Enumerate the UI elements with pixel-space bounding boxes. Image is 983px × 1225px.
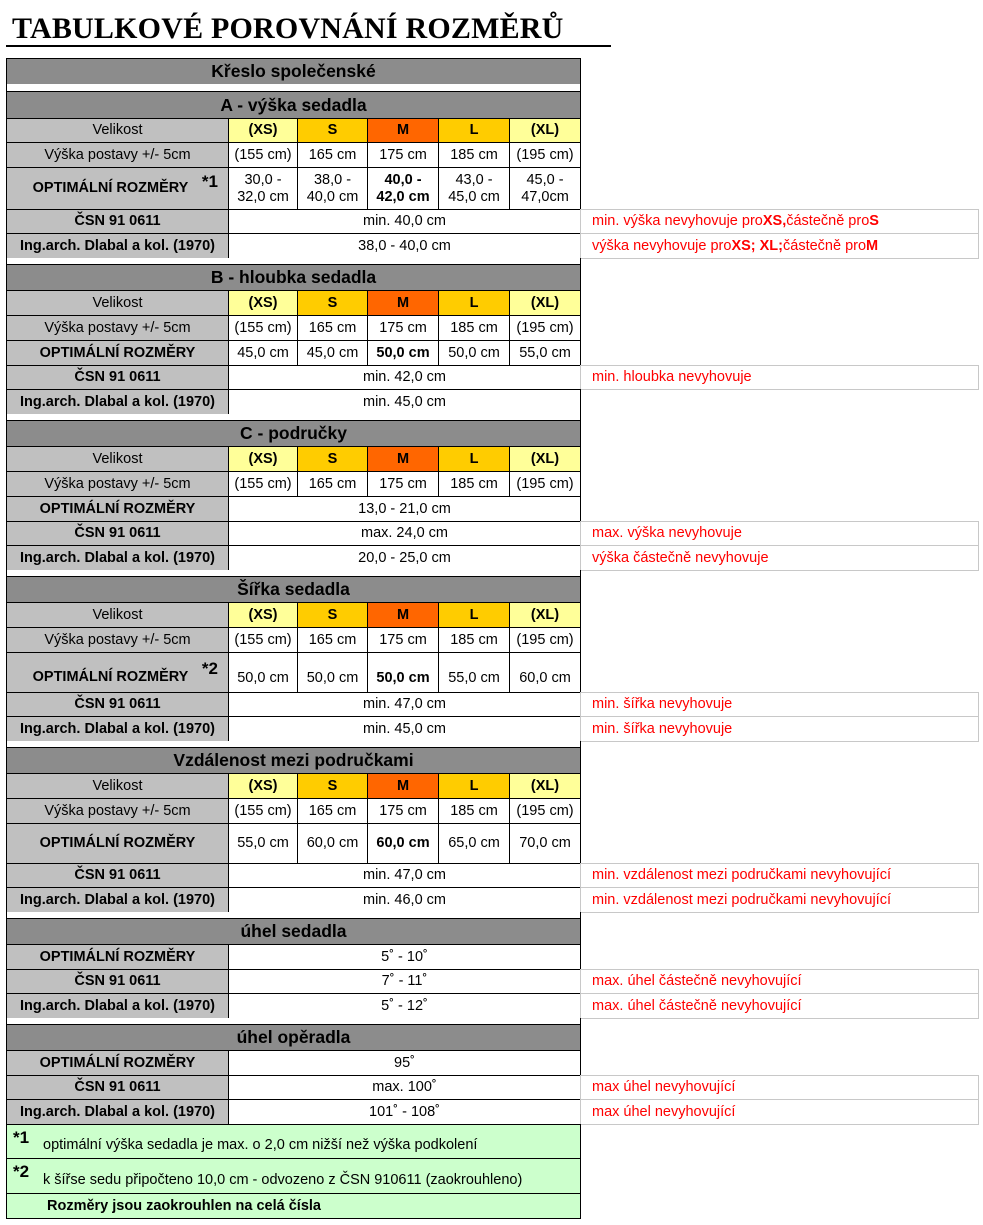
height-cell: (155 cm)	[228, 798, 298, 824]
height-cell: 165 cm	[297, 627, 368, 653]
row-label-height: Výška postavy +/- 5cm	[6, 315, 229, 341]
row-label-optimal: OPTIMÁLNÍ ROZMĚRY *2	[6, 652, 229, 693]
size-cell: S	[297, 118, 368, 143]
dlabal-value: min. 45,0 cm	[228, 389, 581, 415]
row-label-size: Velikost	[6, 118, 229, 143]
optimal-line: 40,0 cm	[306, 188, 359, 205]
size-cell: L	[438, 602, 510, 628]
footnote-text: k šířse sedu připočteno 10,0 cm - odvozeno z ČSN 910611 (zaokrouhleno)	[43, 1172, 523, 1189]
optimal-cell: 55,0 cm	[228, 823, 298, 864]
csn-value: max. 24,0 cm	[228, 521, 581, 546]
row-label-dlabal: Ing.arch. Dlabal a kol. (1970)	[6, 389, 229, 415]
main-header: Křeslo společenské	[6, 58, 581, 85]
csn-note	[580, 1075, 979, 1100]
row-label-height: Výška postavy +/- 5cm	[6, 471, 229, 497]
size-cell: S	[297, 446, 368, 472]
size-cell: M	[367, 773, 439, 799]
height-cell: 175 cm	[367, 315, 439, 341]
dlabal-value: 38,0 - 40,0 cm	[228, 233, 581, 259]
size-cell: (XS)	[228, 773, 298, 799]
optimal-cell	[228, 167, 298, 210]
size-cell: (XL)	[509, 290, 581, 316]
height-cell: (195 cm)	[509, 627, 581, 653]
size-cell: L	[438, 773, 510, 799]
optimal-value: 95˚	[228, 1050, 581, 1076]
size-cell: (XS)	[228, 118, 298, 143]
csn-value: 7˚ - 11˚	[228, 969, 581, 994]
height-cell: 185 cm	[438, 798, 510, 824]
dlabal-note	[580, 233, 979, 259]
optimal-line: 47,0cm	[521, 188, 569, 205]
dlabal-value: 5˚ - 12˚	[228, 993, 581, 1019]
height-cell: (195 cm)	[509, 142, 581, 168]
footnote-text: optimální výška sedadla je max. o 2,0 cm nižší než výška podkolení	[43, 1137, 478, 1154]
size-cell: L	[438, 446, 510, 472]
optimal-line: 30,0 -	[244, 171, 282, 188]
note-text: max. výška nevyhovuje	[592, 525, 742, 542]
csn-note	[580, 521, 979, 546]
height-cell: 165 cm	[297, 798, 368, 824]
height-cell: (195 cm)	[509, 315, 581, 341]
row-label-csn: ČSN 91 0611	[6, 365, 229, 390]
footnote-marker: *1	[201, 172, 218, 191]
note-text: XS; XL;	[731, 237, 783, 254]
note-text: částečně pro	[786, 213, 870, 230]
height-cell: 185 cm	[438, 627, 510, 653]
note-text: max úhel nevyhovující	[592, 1103, 736, 1120]
row-label-csn: ČSN 91 0611	[6, 863, 229, 888]
row-label-dlabal: Ing.arch. Dlabal a kol. (1970)	[6, 545, 229, 571]
size-cell: L	[438, 118, 510, 143]
optimal-value: 5˚ - 10˚	[228, 944, 581, 970]
row-label-optimal: OPTIMÁLNÍ ROZMĚRY *1	[6, 167, 229, 210]
csn-value: min. 40,0 cm	[228, 209, 581, 234]
csn-value: max. 100˚	[228, 1075, 581, 1100]
size-cell: (XL)	[509, 602, 581, 628]
size-cell: M	[367, 290, 439, 316]
dlabal-note	[580, 545, 979, 571]
optimal-cell	[367, 167, 439, 210]
row-label-csn: ČSN 91 0611	[6, 209, 229, 234]
height-cell: 185 cm	[438, 142, 510, 168]
footnote-marker: *1	[13, 1128, 30, 1147]
size-cell: (XS)	[228, 290, 298, 316]
row-label-optimal: OPTIMÁLNÍ ROZMĚRY	[6, 1050, 229, 1076]
optimal-cell: 45,0 cm	[297, 340, 368, 366]
height-cell: 165 cm	[297, 315, 368, 341]
optimal-line: 43,0 -	[455, 171, 493, 188]
height-cell: 175 cm	[367, 142, 439, 168]
size-cell: L	[438, 290, 510, 316]
dlabal-note	[580, 716, 979, 742]
dlabal-note	[580, 993, 979, 1019]
footnote-marker: *2	[13, 1162, 30, 1181]
row-label-csn: ČSN 91 0611	[6, 692, 229, 717]
section-header: A - výška sedadla	[6, 91, 581, 119]
note-text: XS,	[762, 213, 787, 230]
note-text: min. vzdálenost mezi područkami nevyhovující	[592, 867, 891, 884]
row-label-dlabal: Ing.arch. Dlabal a kol. (1970)	[6, 887, 229, 913]
row-label-csn: ČSN 91 0611	[6, 969, 229, 994]
section-header: úhel sedadla	[6, 918, 581, 945]
size-cell: M	[367, 446, 439, 472]
optimal-line: 32,0 cm	[237, 188, 289, 205]
row-label-size: Velikost	[6, 290, 229, 316]
csn-note	[580, 209, 979, 234]
optimal-line: 45,0 cm	[448, 188, 500, 205]
height-cell: 175 cm	[367, 627, 439, 653]
optimal-cell: 50,0 cm	[228, 652, 298, 693]
size-cell: (XL)	[509, 446, 581, 472]
note-text: min. vzdálenost mezi područkami nevyhovující	[592, 891, 891, 908]
dlabal-value: 101˚ - 108˚	[228, 1099, 581, 1125]
section-gap	[6, 84, 581, 91]
row-label-optimal: OPTIMÁLNÍ ROZMĚRY	[6, 340, 229, 366]
dlabal-value: 20,0 - 25,0 cm	[228, 545, 581, 571]
optimal-cell: 70,0 cm	[509, 823, 581, 864]
section-header: B - hloubka sedadla	[6, 264, 581, 291]
final-note: Rozměry jsou zaokrouhlen na celá čísla	[6, 1193, 581, 1219]
size-cell: (XS)	[228, 602, 298, 628]
height-cell: (155 cm)	[228, 471, 298, 497]
size-cell: (XL)	[509, 118, 581, 143]
csn-note	[580, 969, 979, 994]
note-text: S	[869, 213, 879, 230]
section-header: Vzdálenost mezi područkami	[6, 747, 581, 774]
row-label-optimal: OPTIMÁLNÍ ROZMĚRY	[6, 823, 229, 864]
optimal-cell: 45,0 cm	[228, 340, 298, 366]
optimal-line: 40,0 -	[384, 171, 422, 188]
note-text: min. hloubka nevyhovuje	[592, 369, 752, 386]
height-cell: 185 cm	[438, 315, 510, 341]
row-label-csn: ČSN 91 0611	[6, 1075, 229, 1100]
optimal-cell: 60,0 cm	[297, 823, 368, 864]
note-text: max. úhel částečně nevyhovující	[592, 997, 802, 1014]
optimal-cell: 50,0 cm	[297, 652, 368, 693]
note-text: max úhel nevyhovující	[592, 1079, 736, 1096]
optimal-cell	[438, 167, 510, 210]
optimal-value: 13,0 - 21,0 cm	[228, 496, 581, 522]
note-text: min. výška nevyhovuje pro	[592, 213, 763, 230]
optimal-cell	[509, 167, 581, 210]
optimal-line: 42,0 cm	[376, 188, 430, 205]
optimal-cell: 55,0 cm	[509, 340, 581, 366]
height-cell: (155 cm)	[228, 627, 298, 653]
row-label-optimal: OPTIMÁLNÍ ROZMĚRY	[6, 944, 229, 970]
note-text: min. šířka nevyhovuje	[592, 720, 733, 737]
csn-note	[580, 692, 979, 717]
row-label-dlabal: Ing.arch. Dlabal a kol. (1970)	[6, 1099, 229, 1125]
height-cell: 175 cm	[367, 798, 439, 824]
footnote-2	[6, 1158, 581, 1194]
size-cell: M	[367, 118, 439, 143]
dlabal-value: min. 46,0 cm	[228, 887, 581, 913]
note-text: výška částečně nevyhovuje	[592, 549, 769, 566]
height-cell: (195 cm)	[509, 471, 581, 497]
row-label-size: Velikost	[6, 446, 229, 472]
row-label-height: Výška postavy +/- 5cm	[6, 798, 229, 824]
row-label-dlabal: Ing.arch. Dlabal a kol. (1970)	[6, 716, 229, 742]
size-cell: (XL)	[509, 773, 581, 799]
note-text: max. úhel částečně nevyhovující	[592, 973, 802, 990]
csn-note	[580, 863, 979, 888]
note-text: výška nevyhovuje pro	[592, 237, 732, 254]
section-header: Šířka sedadla	[6, 576, 581, 603]
footnote-1	[6, 1124, 581, 1159]
dlabal-note	[580, 887, 979, 913]
row-label-dlabal: Ing.arch. Dlabal a kol. (1970)	[6, 233, 229, 259]
size-cell: (XS)	[228, 446, 298, 472]
row-label-size: Velikost	[6, 773, 229, 799]
size-cell: S	[297, 773, 368, 799]
height-cell: 185 cm	[438, 471, 510, 497]
height-cell: 165 cm	[297, 142, 368, 168]
optimal-line: 45,0 -	[526, 171, 564, 188]
optimal-cell: 60,0 cm	[367, 823, 439, 864]
row-label-size: Velikost	[6, 602, 229, 628]
optimal-cell: 50,0 cm	[438, 340, 510, 366]
optimal-cell: 65,0 cm	[438, 823, 510, 864]
section-header: úhel opěradla	[6, 1024, 581, 1051]
row-label-optimal: OPTIMÁLNÍ ROZMĚRY	[6, 496, 229, 522]
csn-value: min. 42,0 cm	[228, 365, 581, 390]
optimal-cell: 55,0 cm	[438, 652, 510, 693]
row-label-height: Výška postavy +/- 5cm	[6, 142, 229, 168]
note-text: M	[866, 237, 879, 254]
size-cell: S	[297, 602, 368, 628]
height-cell: (155 cm)	[228, 315, 298, 341]
size-cell: M	[367, 602, 439, 628]
section-header: C - područky	[6, 420, 581, 447]
optimal-line: 38,0 -	[313, 171, 352, 188]
optimal-cell: 50,0 cm	[367, 340, 439, 366]
csn-note	[580, 365, 979, 390]
height-cell: 175 cm	[367, 471, 439, 497]
footnote-marker: *2	[201, 659, 218, 678]
optimal-cell: 60,0 cm	[509, 652, 581, 693]
height-cell: (155 cm)	[228, 142, 298, 168]
row-label-dlabal: Ing.arch. Dlabal a kol. (1970)	[6, 993, 229, 1019]
csn-value: min. 47,0 cm	[228, 692, 581, 717]
optimal-cell	[297, 167, 368, 210]
size-cell: S	[297, 290, 368, 316]
dlabal-value: min. 45,0 cm	[228, 716, 581, 742]
note-text: částečně pro	[783, 237, 867, 254]
page-title: TABULKOVÉ POROVNÁNÍ ROZMĚRŮ	[12, 12, 564, 45]
height-cell: (195 cm)	[509, 798, 581, 824]
note-text: min. šířka nevyhovuje	[592, 696, 733, 713]
row-label-height: Výška postavy +/- 5cm	[6, 627, 229, 653]
row-label-csn: ČSN 91 0611	[6, 521, 229, 546]
dlabal-note	[580, 1099, 979, 1125]
optimal-cell: 50,0 cm	[367, 652, 439, 693]
csn-value: min. 47,0 cm	[228, 863, 581, 888]
height-cell: 165 cm	[297, 471, 368, 497]
